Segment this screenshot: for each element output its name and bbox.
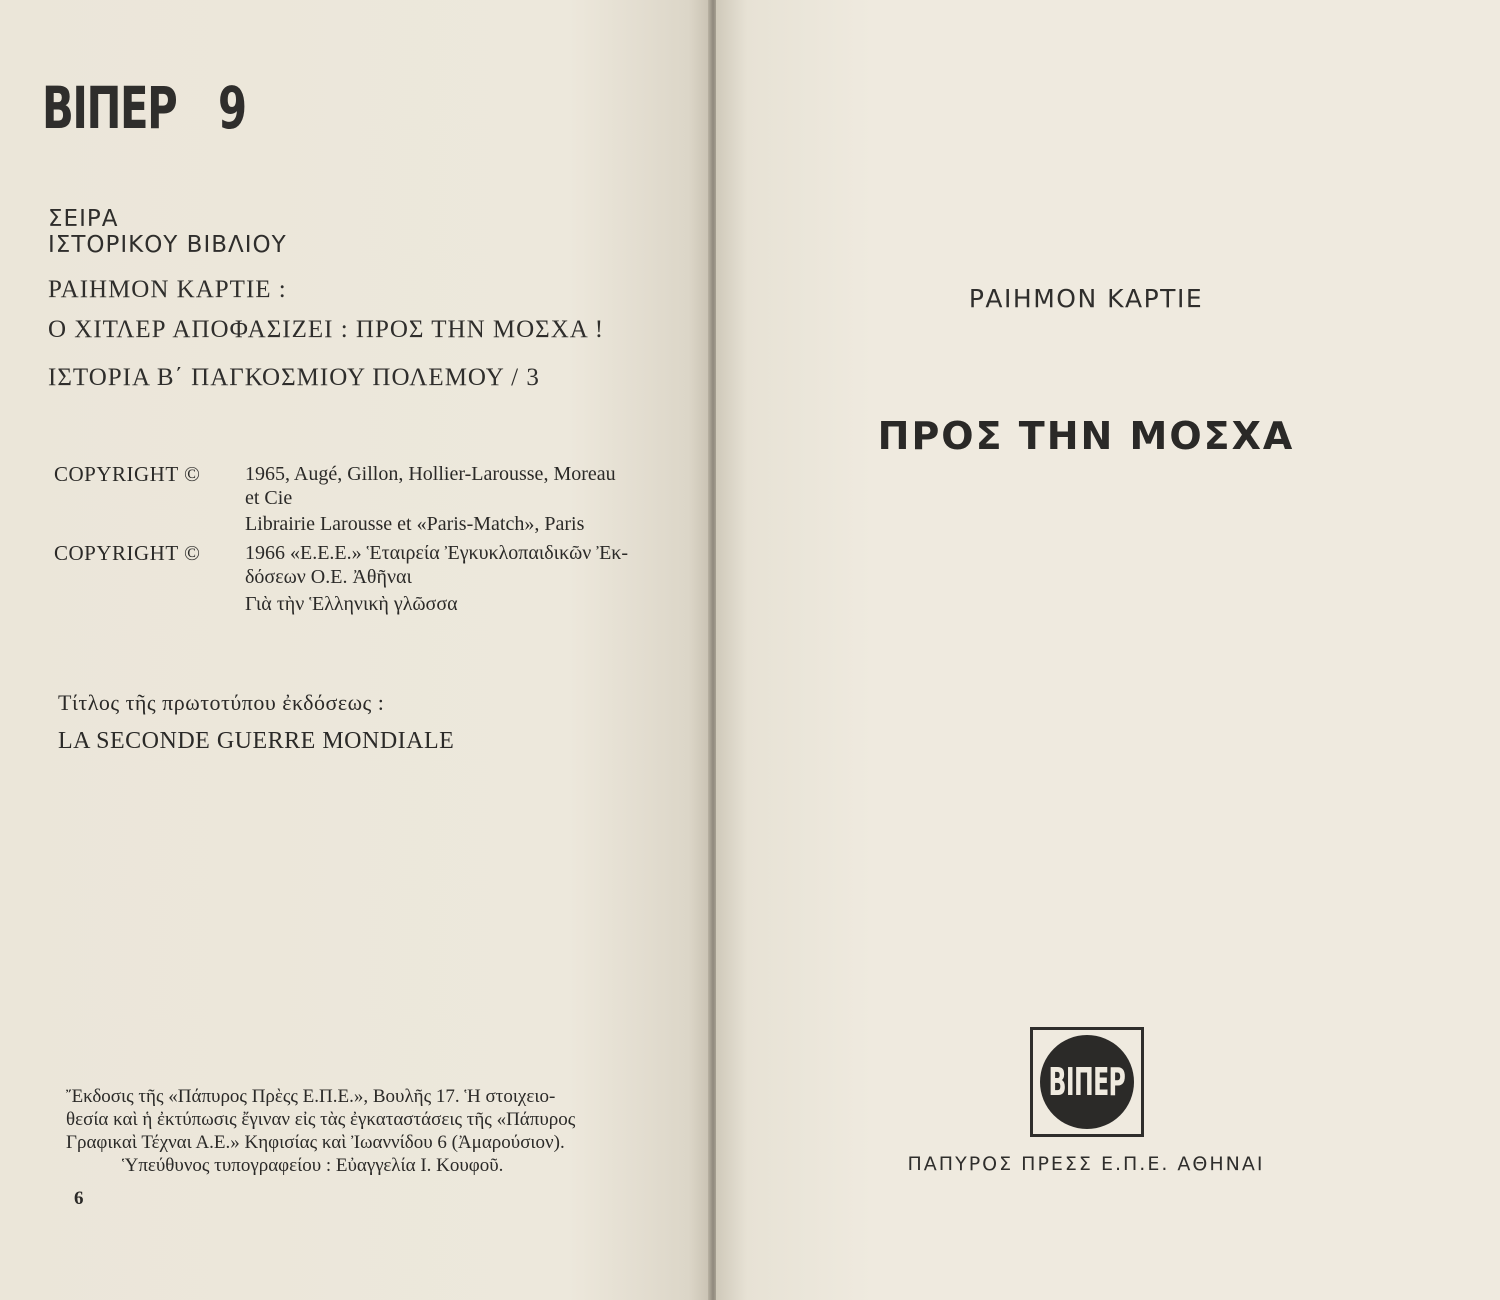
copyright-label-2: COPYRIGHT ©	[54, 541, 201, 565]
colophon-line-4: Ὑπεύθυνος τυπογραφείου : Εὐαγγελία Ι. Κουφοῦ.	[122, 1155, 504, 1176]
logo-circle-icon	[1040, 1035, 1134, 1129]
series-heading-line-1: ΣΕΙΡΑ	[48, 206, 119, 232]
logo-text: ΒΙΠΕΡ	[1048, 1060, 1126, 1104]
publisher-logo	[1030, 1027, 1144, 1137]
author-name: ΡΑΙΗΜΟΝ ΚΑΡΤΙΕ	[968, 284, 1204, 313]
copyright-label-1: COPYRIGHT ©	[54, 462, 201, 486]
copyright-2-line-3: Γιὰ τὴν Ἑλληνικὴ γλῶσσα	[245, 593, 458, 615]
colophon-line-3: Γραφικαὶ Τέχναι Α.Ε.» Κηφισίας καὶ Ἰωαννίδου 6 (Ἀμαρούσιον).	[66, 1132, 565, 1153]
publisher-name: ΠΑΠΥΡΟΣ ΠΡΕΣΣ Ε.Π.Ε. ΑΘΗΝΑΙ	[907, 1153, 1265, 1175]
copyright-1-line-3: Librairie Larousse et «Paris-Match», Paris	[245, 513, 585, 535]
copyright-2-line-1: 1966 «Ε.Ε.Ε.» Ἑταιρεία Ἐγκυκλοπαιδικῶν Ἐκ-	[245, 542, 629, 564]
series-number: 9	[218, 74, 248, 142]
right-page	[716, 0, 1500, 1300]
series-heading-line-2: ΙΣΤΟΡΙΚΟΥ ΒΙΒΛΙΟΥ	[48, 232, 287, 258]
title-line: Ο ΧΙΤΛΕΡ ΑΠΟΦΑΣΙΖΕΙ : ΠΡΟΣ ΤΗΝ ΜΟΣΧΑ !	[48, 316, 605, 343]
copyright-2-line-2: δόσεων Ο.Ε. Ἀθῆναι	[245, 566, 412, 588]
colophon-line-2: θεσία καὶ ἡ ἐκτύπωσις ἔγιναν εἰς τὰς ἐγκαταστάσεις τῆς «Πάπυρος	[66, 1109, 576, 1130]
page-number: 6	[74, 1188, 84, 1209]
book-title: ΠΡΟΣ ΤΗΝ ΜΟΣΧΑ	[877, 414, 1295, 458]
colophon-line-1: Ἔκδοσις τῆς «Πάπυρος Πρὲςς Ε.Π.Ε.», Βουλῆς 17. Ἡ στοιχειο-	[66, 1086, 556, 1107]
author-line: ΡΑΙΗΜΟΝ ΚΑΡΤΙΕ :	[48, 276, 287, 303]
copyright-block-1	[245, 462, 707, 536]
history-line: ΙΣΤΟΡΙΑ Β΄ ΠΑΓΚΟΣΜΙΟΥ ΠΟΛΕΜΟΥ / 3	[48, 364, 540, 391]
series-logo: ΒΙΠΕΡ	[42, 74, 177, 142]
original-title: LA SECONDE GUERRE MONDIALE	[58, 728, 455, 754]
original-title-label: Τίτλος τῆς πρωτοτύπου ἐκδόσεως :	[58, 690, 385, 715]
colophon	[66, 1085, 710, 1177]
left-page	[0, 0, 710, 1300]
copyright-block-2	[245, 541, 707, 616]
copyright-1-line-1: 1965, Augé, Gillon, Hollier-Larousse, Moreau	[245, 463, 616, 485]
copyright-1-line-2: et Cie	[245, 487, 293, 509]
